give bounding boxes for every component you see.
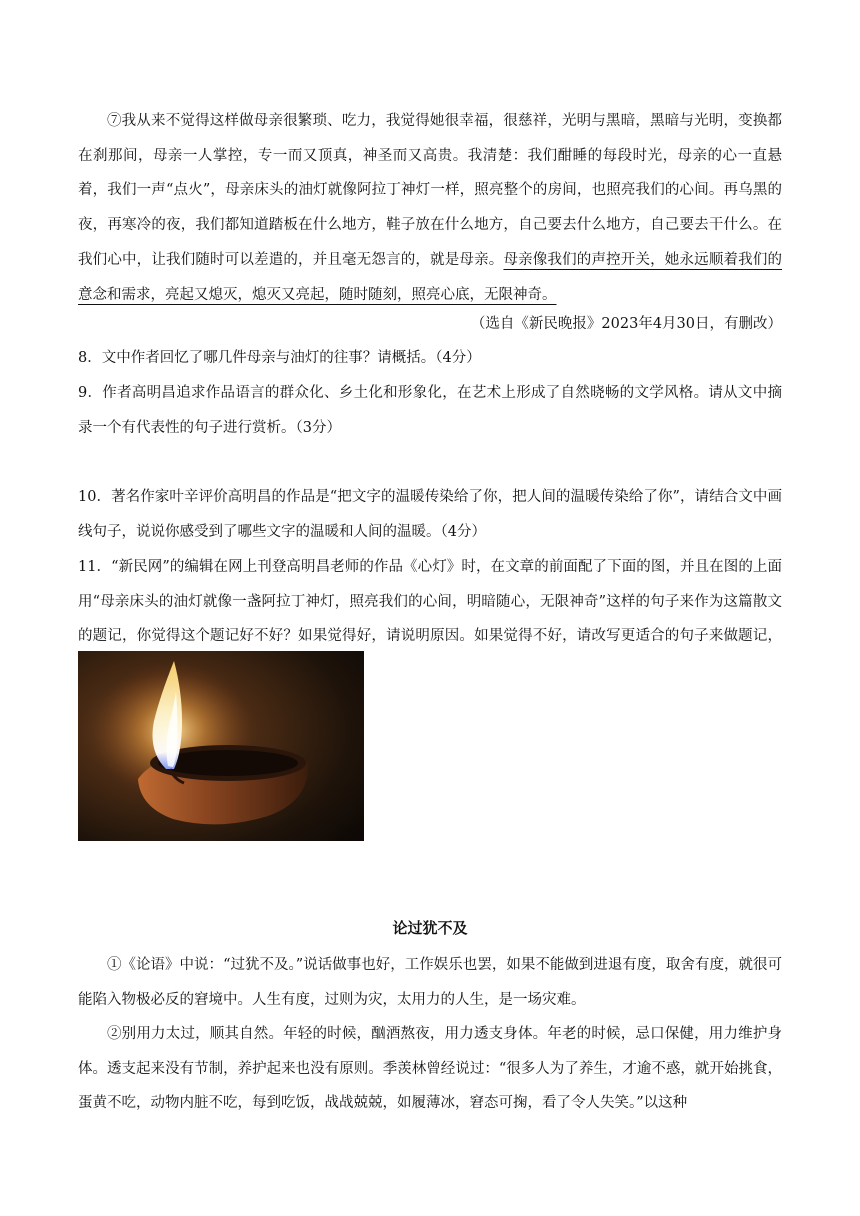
essay-title: 论过犹不及: [392, 919, 468, 937]
source-citation: （选自《新民晚报》2023年4月30日，有删改）: [470, 316, 782, 332]
question-9: 9．作者高明昌追求作品语言的群众化、乡土化和形象化，在艺术上形成了自然晓畅的文学风格。请从文中摘录一个有代表性的句子进行赏析。（3分）: [78, 385, 782, 436]
question-11: 11．“新民网”的编辑在网上刊登高明昌老师的作品《心灯》时，在文章的前面配了下面的图，并且在图的上面用“母亲床头的油灯就像一盏阿拉丁神灯，照亮我们的心间，明暗随心，无限神奇”这样的句子来作为这篇散文的题记，你觉得这个题记好不好？如果觉得好，请说明原因。如果觉得不好，请改写更适合的句子来做题记，: [78, 559, 782, 645]
paragraph-7: [78, 104, 782, 312]
question-10: 10．著名作家叶辛评价高明昌的作品是“把文字的温暖传染给了你，把人间的温暖传染给了你”，请结合文中画线句子，说说你感受到了哪些文字的温暖和人间的温暖。（4分）: [78, 489, 782, 540]
essay-paragraph-1: ①《论语》中说：“过犹不及。”说话做事也好，工作娱乐也罢，如果不能做到进退有度，取舍有度，就很可能陷入物极必反的窘境中。人生有度，过则为灾，太用力的人生，是一场灾难。: [78, 957, 782, 1008]
oil-lamp-photo: [78, 651, 364, 841]
paragraph-7-text: ⑦我从来不觉得这样做母亲很繁琐、吃力，我觉得她很幸福，很慈祥，光明与黑暗，黑暗与光明，变换都在刹那间，母亲一人掌控，专一而又顶真，神圣而又高贵。我清楚：我们酣睡的每段时光，母亲的心一直悬着，我们一声“点火”，母亲床头的油灯就像阿拉丁神灯一样，照亮整个的房间，也照亮我们的心间。再乌黑的夜，再寒冷的夜，我们都知道踏板在什么地方，鞋子放在什么地方，自己要去什么地方，自己要去干什么。在我们心中，让我们随时可以差遣的，并且毫无怨言的，就是母亲。: [78, 113, 782, 268]
question-8: 8．文中作者回忆了哪几件母亲与油灯的往事？请概括。（4分）: [78, 350, 481, 366]
underlined-sentence: 母亲像我们的声控开关，她永远顺着我们的意念和需求，亮起又熄灭，熄灭又亮起，随时随刻，照亮心底，无限神奇。: [78, 251, 782, 303]
essay-paragraph-2: ②别用力太过，顺其自然。年轻的时候，酗酒熬夜，用力透支身体。年老的时候，忌口保健，用力维护身体。透支起来没有节制，养护起来也没有原则。季羡林曾经说过：“很多人为了养生，才逾不惑，就开始挑食，蛋黄不吃，动物内脏不吃，每到吃饭，战战兢兢，如履薄冰，窘态可掬，看了令人失笑。”以这种: [78, 1026, 782, 1112]
